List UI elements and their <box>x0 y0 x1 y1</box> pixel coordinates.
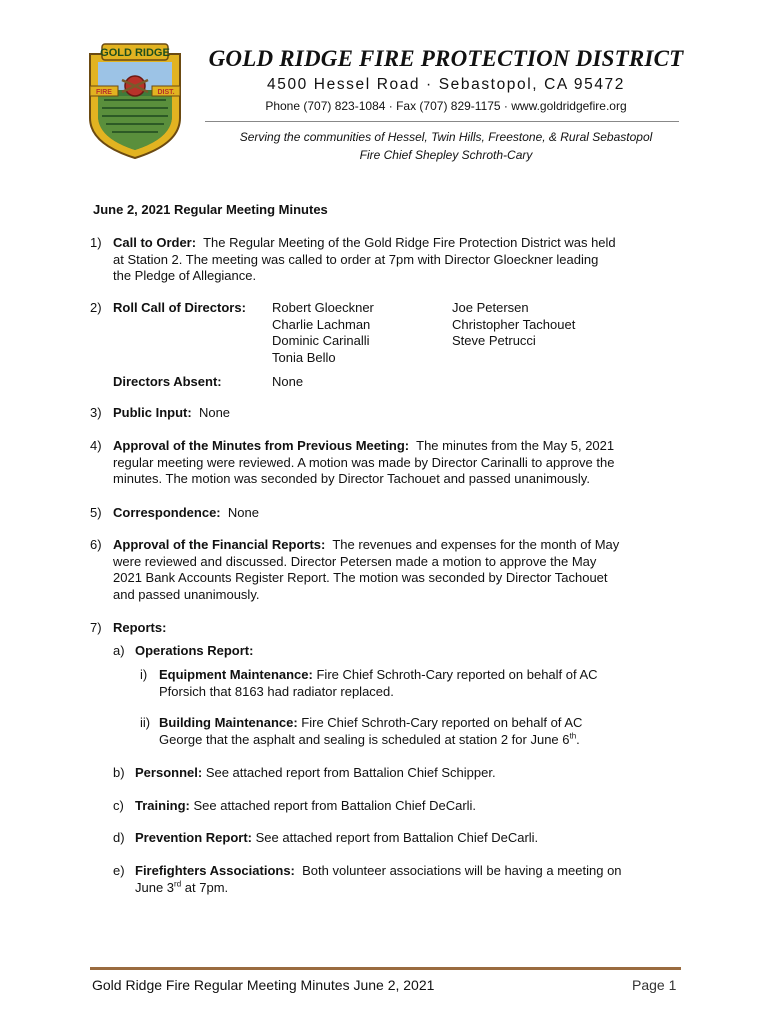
item-number: 6) <box>90 537 102 552</box>
director-name: Robert Gloeckner <box>272 300 374 315</box>
text-line: 2021 Bank Accounts Register Report. The motion was seconded by Director Tachouet <box>113 570 608 585</box>
directors-absent-value: None <box>272 374 304 389</box>
text-line: The revenues and expenses for the month of May <box>332 537 620 552</box>
footer-divider <box>90 967 681 970</box>
district-contact: Phone (707) 823-1084 · Fax (707) 829-1175 · www.goldridgefire.org <box>265 99 627 113</box>
public-input <box>113 405 673 422</box>
text-line: at Station 2. The meeting was called to order at 7pm with Director Gloeckner leading <box>113 251 599 267</box>
item-text: See attached report from Battalion Chief DeCarli. <box>193 798 477 813</box>
text-line: Pforsich that 8163 had radiator replaced. <box>159 683 394 699</box>
equipment-maintenance <box>159 667 669 700</box>
sub-letter: e) <box>113 863 125 878</box>
sub-letter: a) <box>113 643 125 658</box>
text-line: George that the asphalt and sealing is scheduled at station 2 for June 6 <box>159 731 570 747</box>
item-number: 4) <box>90 438 102 453</box>
director-name: Dominic Carinalli <box>272 333 370 348</box>
personnel-report <box>135 765 675 782</box>
text-line: The minutes from the May 5, 2021 <box>416 438 615 453</box>
text-line: and passed unanimously. <box>113 586 260 602</box>
svg-text:DIST.: DIST. <box>157 89 175 96</box>
item-number: 2) <box>90 300 102 315</box>
header-divider <box>205 121 679 122</box>
district-logo <box>84 40 186 160</box>
sub-letter: b) <box>113 765 125 780</box>
serving-communities: Serving the communities of Hessel, Twin Hills, Freestone, & Rural Sebastopol <box>239 130 653 144</box>
reports-label: Reports: <box>113 620 167 635</box>
director-name: Christopher Tachouet <box>452 316 576 332</box>
text-line: minutes. The motion was seconded by Director Tachouet and passed unanimously. <box>113 471 590 486</box>
document-title: June 2, 2021 Regular Meeting Minutes <box>93 202 328 217</box>
text-line: Both volunteer associations will be having a meeting on <box>302 863 622 878</box>
director-name: Steve Petrucci <box>452 333 536 348</box>
item-label: Call to Order: <box>113 235 197 250</box>
svg-text:GOLD RIDGE: GOLD RIDGE <box>100 47 170 59</box>
director-name: Tonia Bello <box>272 349 336 365</box>
text-line: June 3 <box>135 879 175 895</box>
text-line: the Pledge of Allegiance. <box>113 268 257 283</box>
item-label: Building Maintenance: <box>159 715 298 730</box>
director-name: Joe Petersen <box>452 300 529 315</box>
text-line: The Regular Meeting of the Gold Ridge Fire Protection District was held <box>203 235 616 250</box>
item-label: Approval of the Minutes from Previous Meeting: <box>113 438 410 453</box>
financial-reports <box>113 537 673 603</box>
sub-letter: d) <box>113 830 125 845</box>
item-number: 5) <box>90 505 102 520</box>
roman-numeral: i) <box>140 667 148 682</box>
fire-chief: Fire Chief Shepley Schroth-Cary <box>359 148 533 162</box>
footer-title: Gold Ridge Fire Regular Meeting Minutes June 2, 2021 <box>92 977 435 993</box>
text-line: were reviewed and discussed. Director Petersen made a motion to approve the May <box>113 553 597 569</box>
item-label: Firefighters Associations: <box>135 863 295 878</box>
roll-call-label: Roll Call of Directors: <box>113 300 246 315</box>
item-label: Public Input: <box>113 405 192 420</box>
punctuation: . <box>576 731 580 747</box>
correspondence <box>113 505 673 522</box>
building-maintenance <box>159 715 669 748</box>
directors-present-col2 <box>452 300 575 350</box>
district-name: GOLD RIDGE FIRE PROTECTION DISTRICT <box>208 46 684 71</box>
item-text: See attached report from Battalion Chief DeCarli. <box>255 830 539 845</box>
svg-text:FIRE: FIRE <box>96 89 112 96</box>
item-label: Correspondence: <box>113 505 221 520</box>
sub-letter: c) <box>113 798 124 813</box>
operations-report-label: Operations Report: <box>135 643 254 658</box>
district-address: 4500 Hessel Road · Sebastopol, CA 95472 <box>267 76 625 93</box>
item-text: See attached report from Battalion Chief Schipper. <box>205 765 496 780</box>
item-label: Training: <box>135 798 190 813</box>
text-line: Fire Chief Schroth-Cary reported on behalf of AC <box>301 715 583 730</box>
item-number: 7) <box>90 620 102 635</box>
training-report <box>135 798 675 815</box>
roman-numeral: ii) <box>140 715 151 730</box>
text-line: at 7pm. <box>181 879 229 895</box>
text-line: regular meeting were reviewed. A motion was made by Director Carinalli to approve the <box>113 454 615 470</box>
superscript: rd <box>174 879 182 889</box>
call-to-order <box>113 235 673 285</box>
prevention-report <box>135 830 675 847</box>
directors-absent-label: Directors Absent: <box>113 374 222 389</box>
item-label: Personnel: <box>135 765 203 780</box>
item-number: 3) <box>90 405 102 420</box>
firefighters-associations <box>135 863 675 896</box>
item-label: Approval of the Financial Reports: <box>113 537 326 552</box>
item-number: 1) <box>90 235 102 250</box>
superscript: th <box>569 731 577 741</box>
item-text: None <box>198 405 231 420</box>
director-name: Charlie Lachman <box>272 316 371 332</box>
page-number: Page 1 <box>632 977 677 993</box>
directors-present-col1 <box>272 300 374 366</box>
approval-of-minutes <box>113 438 673 488</box>
item-label: Equipment Maintenance: <box>159 667 313 682</box>
item-label: Prevention Report: <box>135 830 253 845</box>
text-line: Fire Chief Schroth-Cary reported on behalf of AC <box>316 667 598 682</box>
item-text: None <box>227 505 259 520</box>
